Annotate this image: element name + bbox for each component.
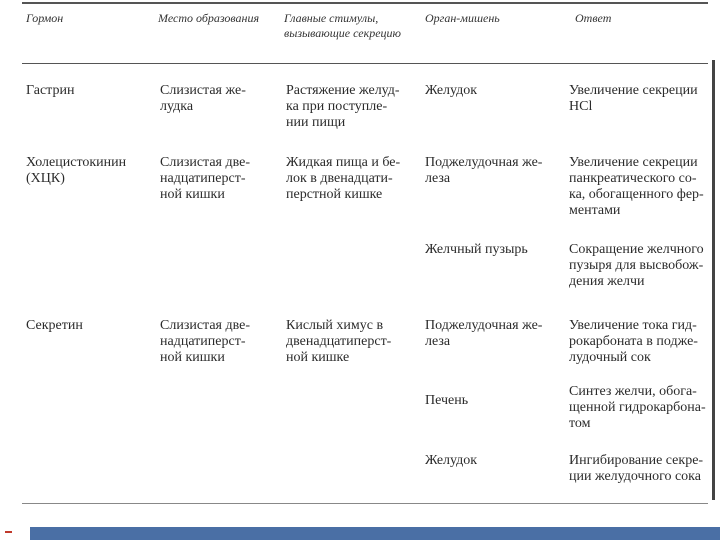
footer-mark: [5, 531, 12, 533]
row-gallbladder-response: Сокращение желчного пузыря для высвобож- дения желчи: [569, 242, 704, 289]
row-secretin-stimuli: Кислый химус в двенадцатиперст- ной кишке: [286, 318, 392, 365]
row-cck-stimuli: Жидкая пища и бе- лок в двенадцати- перстной кишке: [286, 155, 401, 202]
table-header-rule: [22, 63, 708, 64]
header-site: Место образования: [158, 11, 260, 25]
row-secretin-target: Поджелудочная же- леза: [425, 318, 543, 349]
table-bottom-rule: [22, 503, 708, 504]
row-cck-site: Слизистая две- надцатиперст- ной кишки: [160, 155, 251, 202]
row-gastrin-hormone: Гастрин: [26, 83, 75, 98]
table-top-rule: [22, 2, 708, 4]
row-gallbladder-target: Желчный пузырь: [425, 242, 528, 257]
row-liver-target: Печень: [425, 393, 469, 408]
row-gastrin-response: Увеличение секреции HCl: [569, 83, 698, 114]
header-response: Ответ: [575, 11, 612, 25]
row-gastrin-stimuli: Растяжение желуд- ка при поступле- нии пищи: [286, 83, 400, 130]
row-liver-response: Синтез желчи, обога- щенной гидрокарбона- том: [569, 384, 706, 431]
row-gastrin-target: Желудок: [425, 83, 478, 98]
row-stomach-target: Желудок: [425, 453, 478, 468]
footer-band: [30, 527, 720, 540]
header-target: Орган-мишень: [425, 11, 500, 25]
row-cck-response: Увеличение секреции панкреатического со- ка, обогащенного фер- ментами: [569, 155, 704, 218]
row-cck-hormone: Холецистокинин (ХЦК): [26, 155, 127, 186]
row-gastrin-site: Слизистая же- лудка: [160, 83, 246, 114]
header-stimuli: Главные стимулы, вызывающие секрецию: [284, 11, 402, 40]
row-secretin-site: Слизистая две- надцатиперст- ной кишки: [160, 318, 251, 365]
scrollbar-edge: [712, 60, 715, 500]
row-stomach-response: Ингибирование секре- ции желудочного сока: [569, 453, 704, 484]
row-cck-target: Поджелудочная же- леза: [425, 155, 543, 186]
row-secretin-hormone: Секретин: [26, 318, 83, 333]
row-secretin-response: Увеличение тока гид- рокарбоната в подже- лудочный сок: [569, 318, 698, 365]
header-hormone: Гормон: [26, 11, 64, 25]
